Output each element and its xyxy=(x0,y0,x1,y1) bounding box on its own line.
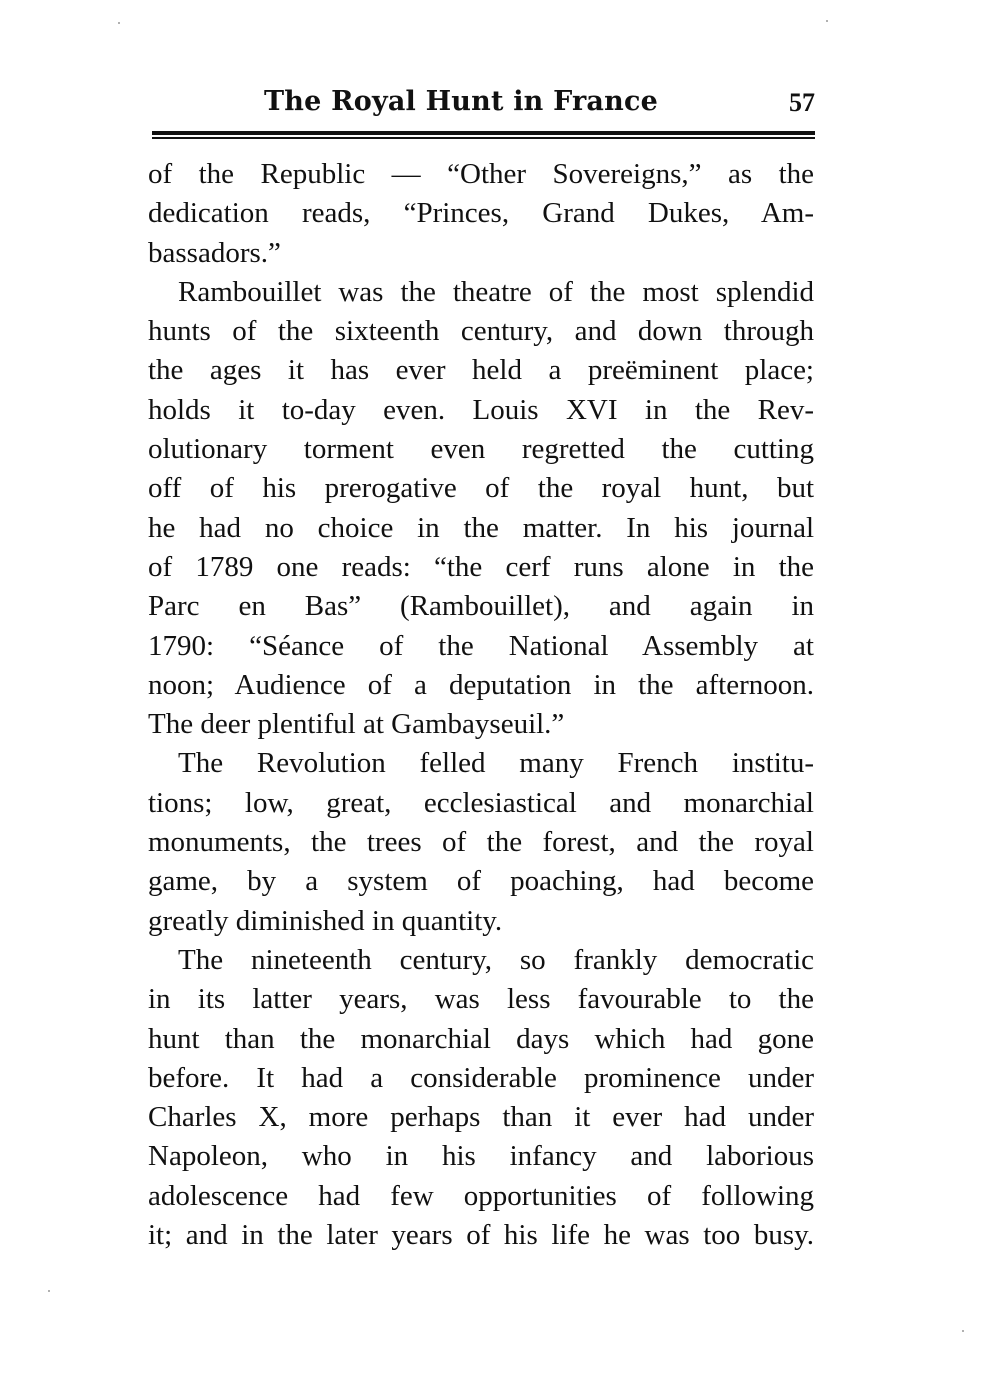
text-line: off of his prerogative of the royal hunt, but xyxy=(148,472,814,505)
text-line: greatly diminished in quantity. xyxy=(148,904,503,937)
paragraph-1 xyxy=(148,155,814,273)
header-rule-thin xyxy=(152,137,815,139)
text-line: holds it to-day even. Louis XVI in the Rev- xyxy=(148,393,814,426)
scan-speck xyxy=(48,1290,50,1292)
text-line: 1790: “Séance of the National Assembly at xyxy=(148,629,814,662)
page-number: 57 xyxy=(789,88,815,117)
text-line: Charles X, more perhaps than it ever had under xyxy=(148,1101,814,1134)
text-line: dedication reads, “Princes, Grand Dukes, Am- xyxy=(148,197,814,230)
scan-speck xyxy=(118,22,120,24)
text-line: of the Republic — “Other Sovereigns,” as the xyxy=(148,158,814,190)
text-line: game, by a system of poaching, had become xyxy=(148,865,814,898)
header-rule-thick xyxy=(152,131,815,135)
text-line: noon; Audience of a deputation in the afternoon. xyxy=(148,668,814,701)
paragraph-4 xyxy=(148,941,814,1255)
paragraph-2 xyxy=(148,273,814,745)
text-line: monuments, the trees of the forest, and the royal xyxy=(148,826,814,859)
text-line: adolescence had few opportunities of following xyxy=(148,1179,814,1212)
running-head xyxy=(152,84,815,128)
text-line: he had no choice in the matter. In his journal xyxy=(148,511,814,544)
text-line: in its latter years, was less favourable to the xyxy=(148,983,814,1016)
text-line: the ages it has ever held a preëminent place; xyxy=(148,354,814,387)
body-text xyxy=(148,155,814,1255)
text-line: hunts of the sixteenth century, and down through xyxy=(148,315,814,348)
text-line: tions; low, great, ecclesiastical and monarchial xyxy=(148,786,814,819)
scan-speck xyxy=(962,1330,964,1332)
text-line: The deer plentiful at Gambayseuil.” xyxy=(148,708,565,741)
text-line: The nineteenth century, so frankly democratic xyxy=(178,943,814,976)
text-line: hunt than the monarchial days which had gone xyxy=(148,1022,814,1055)
text-line: Parc en Bas” (Rambouillet), and again in xyxy=(148,590,814,623)
text-line: it; and in the later years of his life he was too busy. xyxy=(148,1219,814,1252)
text-line: bassadors.” xyxy=(148,236,281,269)
text-line: Rambouillet was the theatre of the most splendid xyxy=(178,275,814,308)
running-title: The Royal Hunt in France xyxy=(264,86,658,117)
scan-speck xyxy=(826,20,828,22)
text-line: olutionary torment even regretted the cutting xyxy=(148,433,814,466)
text-line: of 1789 one reads: “the cerf runs alone in the xyxy=(148,550,814,583)
paragraph-3 xyxy=(148,744,814,940)
text-line: The Revolution felled many French institu- xyxy=(178,747,814,780)
text-line: before. It had a considerable prominence under xyxy=(148,1061,814,1094)
text-line: Napoleon, who in his infancy and laborious xyxy=(148,1140,814,1173)
